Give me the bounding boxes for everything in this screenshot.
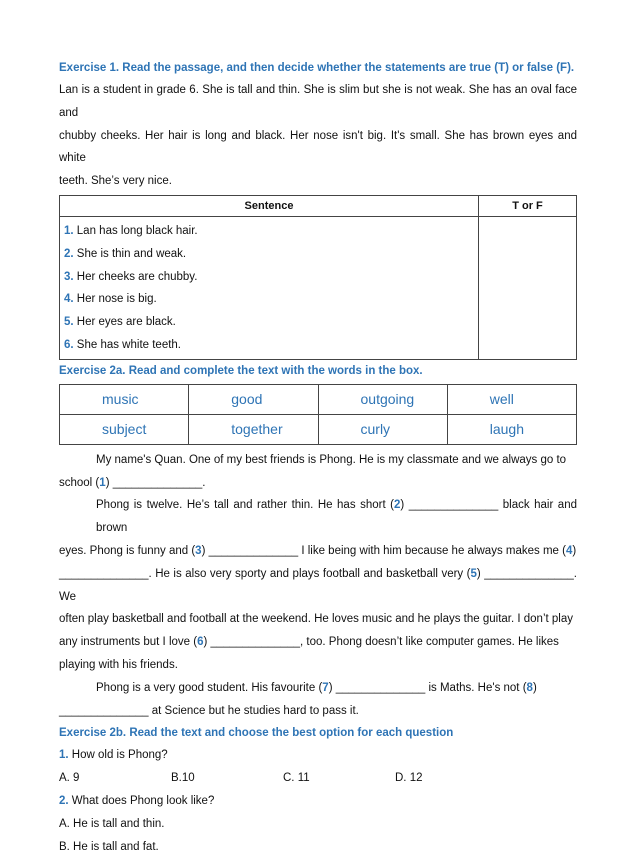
text-fragment: Phong is a very good student. His favourite (	[96, 681, 323, 694]
text-fragment: ) ______________. We	[59, 567, 577, 603]
word-box-item: good	[189, 384, 318, 414]
blank-number: 6	[197, 636, 204, 649]
tf-answer-cell[interactable]	[479, 216, 577, 359]
text-fragment: ______________. He is also very sporty and plays football and basketball very (	[59, 567, 471, 580]
word-box-item: outgoing	[318, 384, 447, 414]
passage-line: chubby cheeks. Her hair is long and black. Her nose isn't big. It's small. She has brown eyes and white	[59, 129, 577, 165]
option-b[interactable]: B.10	[171, 772, 195, 785]
text-line	[59, 472, 577, 495]
question-number: 2.	[59, 794, 69, 807]
text-line: playing with his friends.	[59, 658, 178, 671]
word-box-item: curly	[318, 414, 447, 444]
statement-text: Her cheeks are chubby.	[73, 270, 198, 283]
option-d[interactable]: D. 12	[395, 772, 423, 785]
word-box-item: music	[60, 384, 189, 414]
statement-number: 5.	[64, 316, 74, 329]
statement-3	[64, 266, 474, 289]
option-b[interactable]: B. He is tall and fat.	[59, 840, 159, 853]
statement-1	[64, 220, 474, 243]
worksheet-page	[59, 57, 577, 858]
statement-text: Her nose is big.	[73, 293, 157, 306]
option-a[interactable]: A. 9	[59, 772, 80, 785]
word-box	[59, 384, 577, 445]
statement-text: She has white teeth.	[73, 338, 181, 351]
exercise-2a-heading: Exercise 2a. Read and complete the text with the words in the box.	[59, 364, 423, 377]
text-fragment: )	[532, 681, 537, 694]
word-box-item: laugh	[447, 414, 576, 444]
statement-text: Her eyes are black.	[73, 316, 176, 329]
text-fragment: )	[572, 544, 577, 557]
statement-text: Lan has long black hair.	[73, 224, 198, 237]
text-line: My name's Quan. One of my best friends is Phong. He is my classmate and we always go to	[96, 453, 567, 466]
blank-number: 4	[565, 544, 573, 557]
question-text: What does Phong look like?	[68, 794, 215, 807]
statement-6	[64, 334, 474, 357]
text-line	[59, 540, 577, 563]
statement-4	[64, 288, 474, 311]
passage-line: teeth. She’s very nice.	[59, 175, 172, 188]
exercise-2a-text	[59, 449, 577, 723]
text-line	[59, 631, 577, 654]
statement-number: 3.	[64, 270, 74, 283]
blank-number: 3	[195, 544, 202, 557]
question-text: How old is Phong?	[68, 749, 168, 762]
sentence-column-header: Sentence	[60, 195, 479, 216]
blank-number: 2	[393, 499, 401, 512]
exercise-1-passage	[59, 79, 577, 193]
text-line	[59, 494, 577, 540]
question-2	[59, 790, 577, 813]
blank-number: 7	[322, 681, 329, 694]
passage-line: Lan is a student in grade 6. She is tall and thin. She is slim but she is not weak. She has an oval face and	[59, 84, 577, 119]
option-a[interactable]: A. He is tall and thin.	[59, 817, 165, 830]
text-fragment: Phong is twelve. He’s tall and rather thin. He has short (	[96, 499, 394, 512]
text-line: often play basketball and football at the weekend. He loves music and he plays the guitar. I don’t play	[59, 613, 573, 626]
text-fragment: ) ______________.	[105, 476, 206, 489]
text-fragment: ) ______________ black hair and brown	[96, 499, 577, 535]
true-false-table	[59, 195, 577, 360]
exercise-1-heading: Exercise 1. Read the passage, and then decide whether the statements are true (T) or false (F).	[59, 62, 575, 74]
blank-number: 1	[99, 476, 106, 489]
word-box-item: together	[189, 414, 318, 444]
text-line	[59, 677, 577, 700]
statement-text: She is thin and weak.	[73, 247, 187, 260]
statement-number: 4.	[64, 293, 74, 306]
text-fragment: ) ______________, too. Phong doesn’t like computer games. He likes	[203, 636, 559, 649]
text-line: ______________ at Science but he studies hard to pass it.	[59, 704, 359, 717]
question-1	[59, 744, 577, 767]
text-line	[59, 563, 577, 609]
question-number: 1.	[59, 749, 69, 762]
text-fragment: school (	[59, 476, 100, 489]
statement-2	[64, 243, 474, 266]
text-fragment: ) ______________ is Maths. He's not (	[328, 681, 527, 694]
text-fragment: eyes. Phong is funny and (	[59, 544, 196, 557]
exercise-2b-heading: Exercise 2b. Read the text and choose the best option for each question	[59, 727, 454, 740]
word-box-item: well	[447, 384, 576, 414]
text-fragment: ) ______________ I like being with him because he always makes me (	[201, 544, 566, 557]
statement-number: 6.	[64, 338, 74, 351]
option-c[interactable]: C. 11	[283, 772, 310, 785]
question-1-options	[59, 767, 577, 790]
statement-number: 1.	[64, 224, 74, 237]
text-fragment: any instruments but I love (	[59, 636, 198, 649]
statement-number: 2.	[64, 247, 74, 260]
blank-number: 8	[526, 681, 533, 694]
word-box-item: subject	[60, 414, 189, 444]
statements-cell	[60, 216, 479, 359]
tf-column-header: T or F	[479, 195, 577, 216]
statement-5	[64, 311, 474, 334]
blank-number: 5	[470, 567, 477, 580]
